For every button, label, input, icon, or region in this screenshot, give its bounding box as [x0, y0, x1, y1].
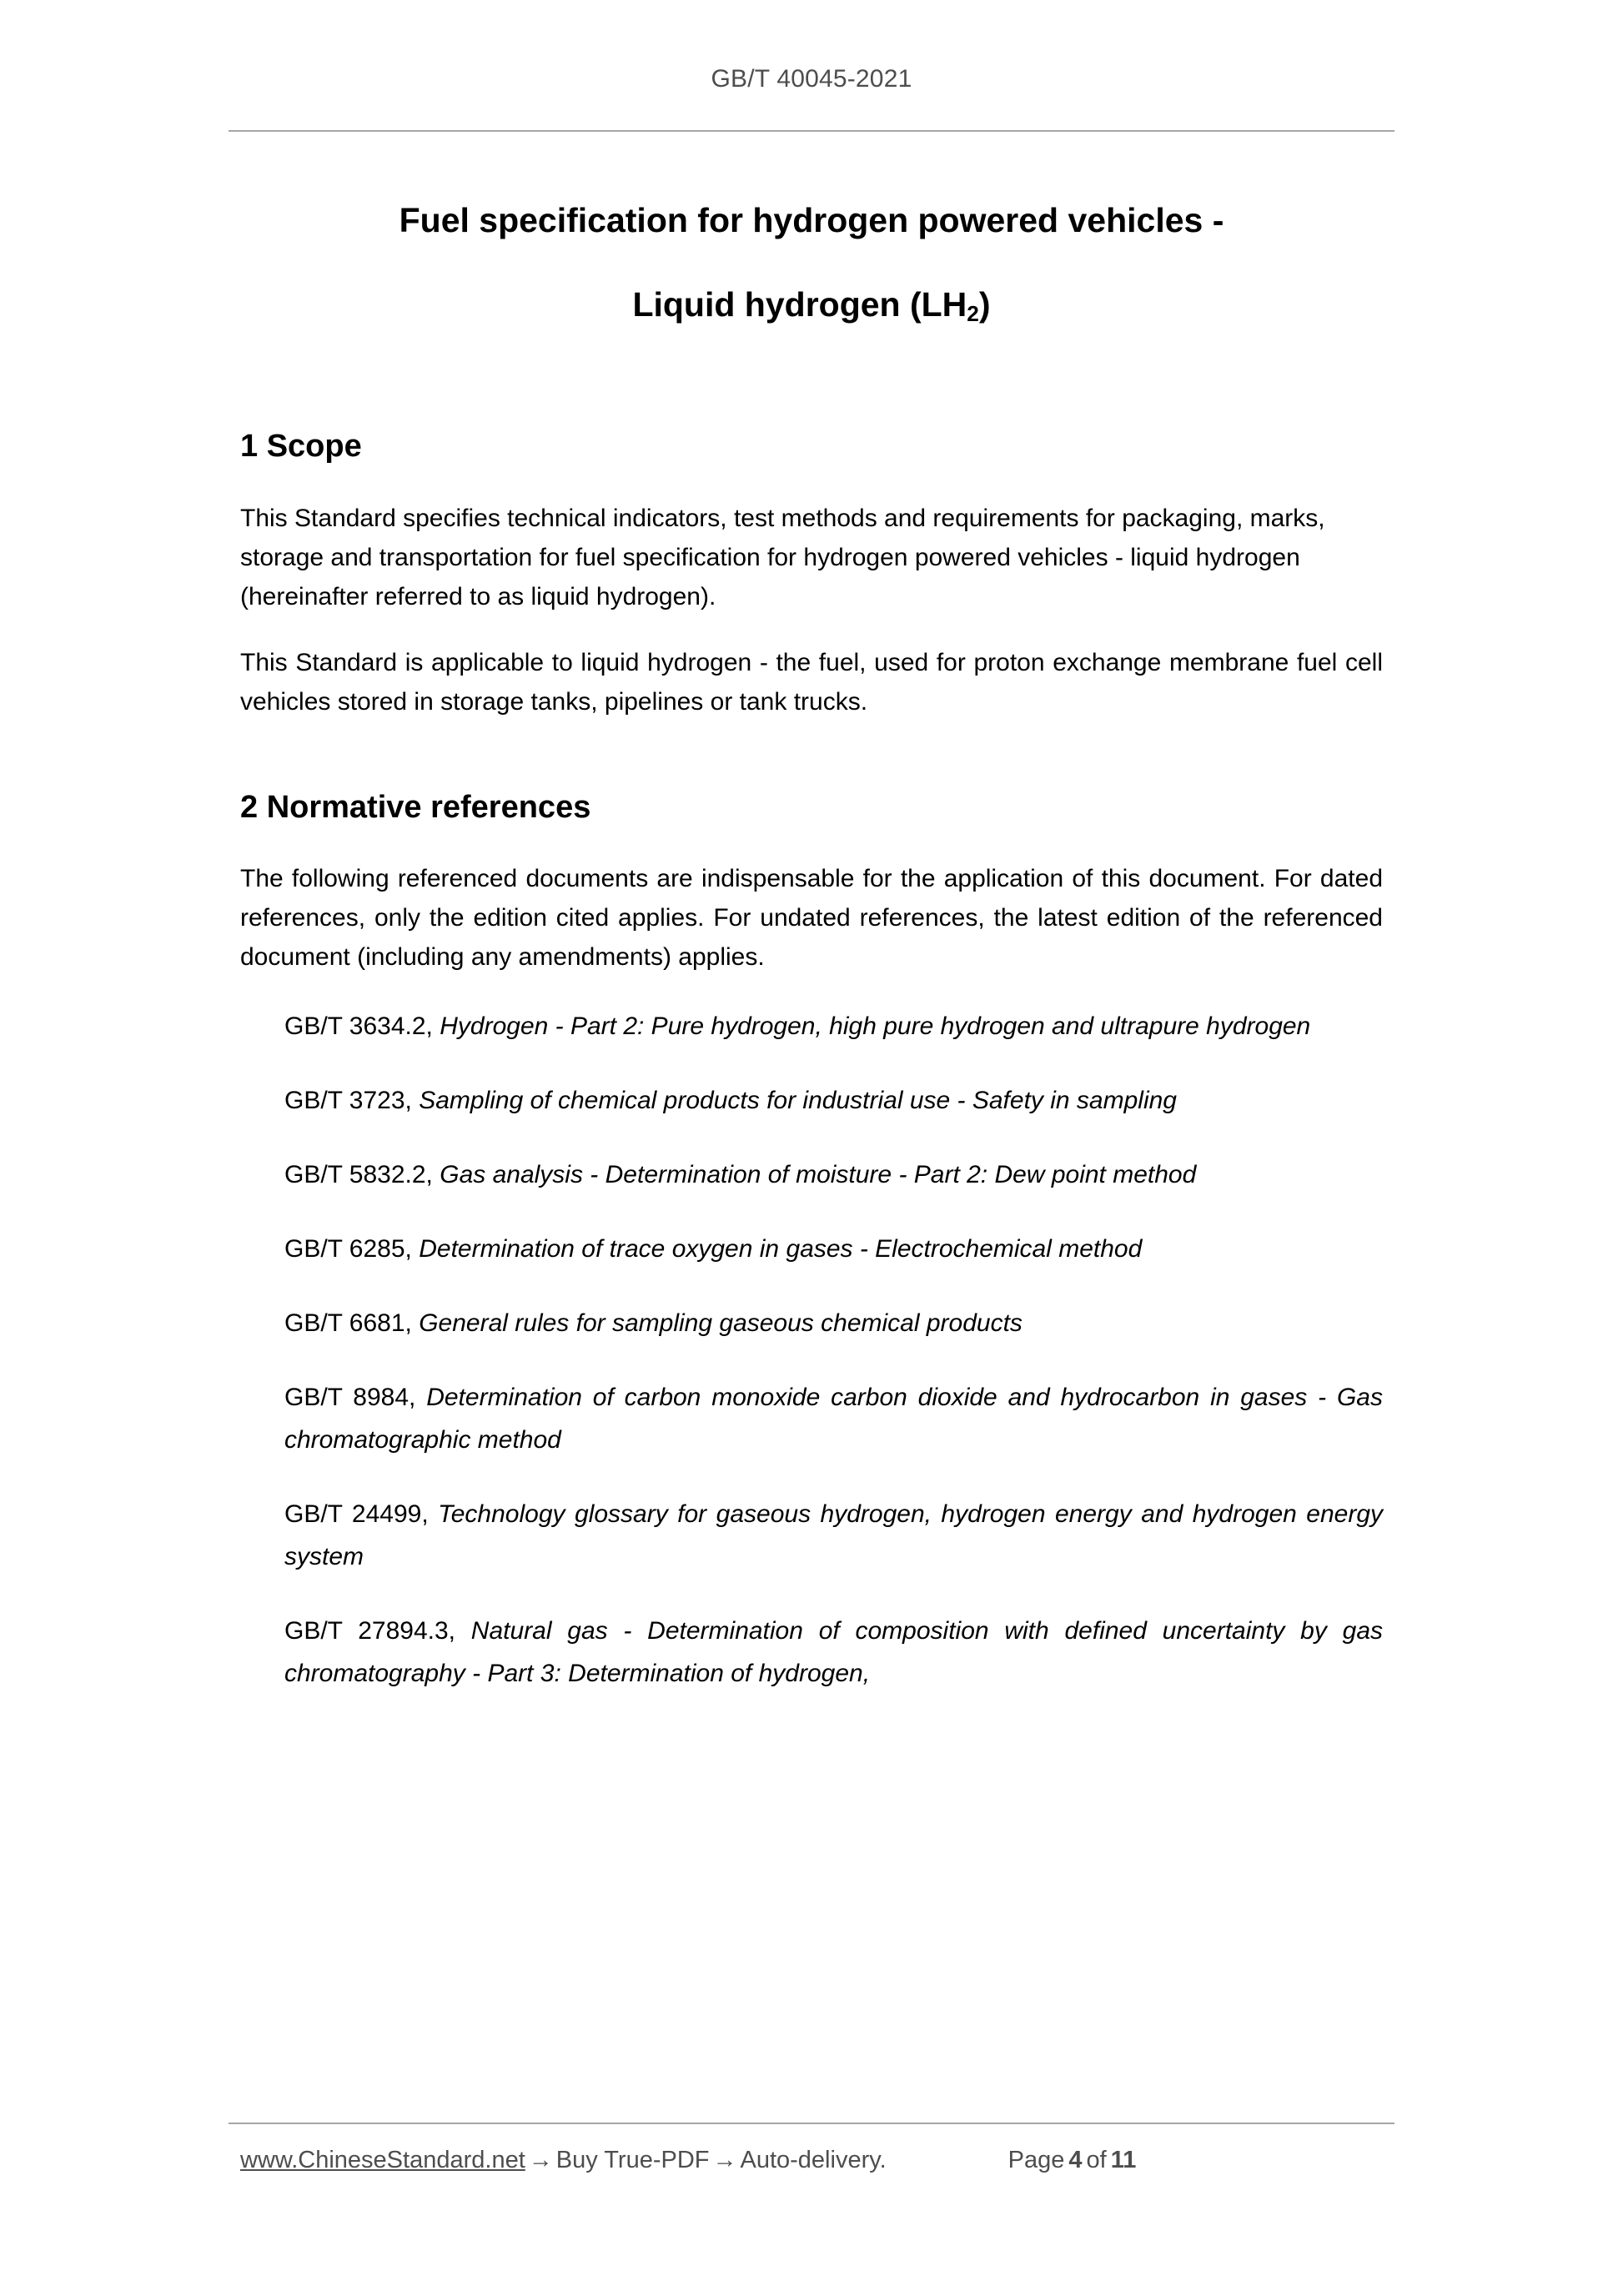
current-page-number: 4 [1068, 2147, 1083, 2173]
footer-divider [229, 2123, 1394, 2124]
chinesestandard-link[interactable]: www.ChineseStandard.net [240, 2147, 525, 2173]
document-title-line-2-prefix: Liquid hydrogen (LH [632, 285, 967, 324]
reference-item [284, 1005, 1383, 1048]
of-label: of [1086, 2147, 1107, 2173]
document-title-line-2-suffix: ) [978, 285, 991, 324]
reference-title: Sampling of chemical products for industrial use - Safety in sampling [419, 1087, 1177, 1115]
normative-reference-list [240, 1005, 1383, 1695]
reference-item [284, 1228, 1383, 1270]
footer-promo-text [240, 2147, 887, 2174]
section-heading-scope: 1 Scope [240, 429, 362, 464]
reference-title: Technology glossary for gaseous hydrogen, hydrogen energy and hydrogen energy system [284, 1500, 1384, 1571]
reference-code: GB/T 27894.3, [284, 1617, 471, 1645]
page-content [240, 182, 1383, 1695]
reference-item [284, 1153, 1383, 1196]
reference-code: GB/T 3634.2, [284, 1012, 440, 1041]
reference-item [284, 1302, 1383, 1344]
document-title-subscript: 2 [967, 300, 979, 326]
reference-title: General rules for sampling gaseous chemical products [419, 1309, 1023, 1338]
reference-code: GB/T 8984, [284, 1384, 427, 1412]
reference-item [284, 1493, 1383, 1578]
normative-paragraph-1: The following referenced documents are indispensable for the application of this document. For dated references, only the edition cited applies. For undated references, the latest edition of the referenced document (including any amendments) applies. [240, 865, 1383, 972]
page-indicator [1008, 2147, 1141, 2174]
reference-item [284, 1376, 1383, 1461]
footer-promo-auto-delivery: Auto-delivery. [740, 2147, 887, 2173]
page-label: Page [1007, 2147, 1065, 2173]
document-title [240, 182, 1383, 326]
section-heading-normative-references: 2 Normative references [240, 789, 591, 825]
scope-paragraph-1: This Standard specifies technical indicators, test methods and requirements for packaging, marks, storage and transportation for fuel specification for hydrogen powered vehicles - liquid hydrogen (hereinafter referred to as liquid hydrogen). [240, 504, 1325, 610]
running-header [229, 65, 1394, 93]
reference-code: GB/T 6285, [284, 1235, 420, 1264]
arrow-right-icon: → [712, 2147, 737, 2173]
reference-title: Natural gas - Determination of composition with defined uncertainty by gas chromatography - Part 3: Determination of hydrogen, [284, 1617, 1384, 1688]
reference-title: Hydrogen - Part 2: Pure hydrogen, high pure hydrogen and ultrapure hydrogen [440, 1012, 1311, 1041]
scope-paragraph-2: This Standard is applicable to liquid hydrogen - the fuel, used for proton exchange membrane fuel cell vehicles stored in storage tanks, pipelines or tank trucks. [240, 648, 1383, 716]
reference-code: GB/T 5832.2, [284, 1161, 440, 1189]
standard-number: GB/T 40045-2021 [711, 65, 912, 93]
reference-code: GB/T 6681, [284, 1309, 420, 1338]
reference-code: GB/T 3723, [284, 1087, 420, 1115]
total-page-number: 11 [1110, 2147, 1137, 2173]
arrow-right-icon: → [528, 2147, 553, 2173]
reference-item [284, 1079, 1383, 1122]
reference-title: Determination of trace oxygen in gases - Electrochemical method [419, 1235, 1143, 1264]
document-title-line-1: Fuel specification for hydrogen powered vehicles - [399, 201, 1224, 239]
reference-title: Gas analysis - Determination of moisture - Part 2: Dew point method [440, 1161, 1197, 1189]
reference-item [284, 1610, 1383, 1695]
reference-title: Determination of carbon monoxide carbon dioxide and hydrocarbon in gases - Gas chromatographic method [284, 1384, 1383, 1454]
footer-promo-buy-true-pdf: Buy True-PDF [555, 2147, 710, 2173]
document-title-line-2 [240, 238, 1383, 326]
page-footer [240, 2147, 1394, 2174]
header-divider [229, 130, 1394, 132]
reference-code: GB/T 24499, [284, 1500, 439, 1529]
